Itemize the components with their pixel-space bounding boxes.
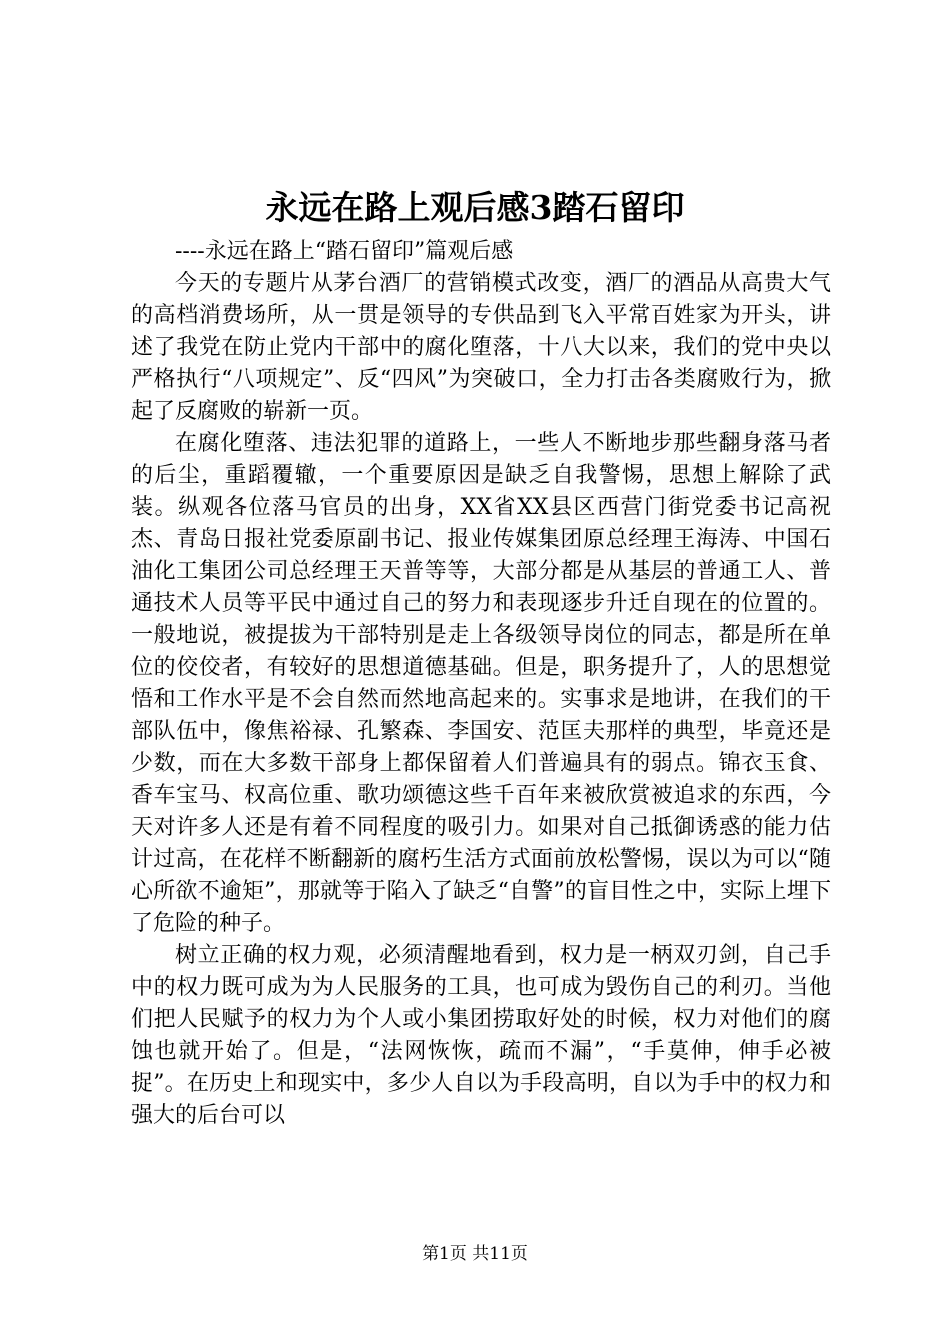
paragraph-3: 树立正确的权力观，必须清醒地看到，权力是一柄双刃剑，自己手中的权力既可成为为人民服务的工具，也可成为毁伤自己的利刃。当他们把人民赋予的权力为个人或小集团捞取好处的时候，权力对他们的腐蚀也就开始了。但是，“法网恢恢，疏而不漏”，“手莫伸，伸手必被捉”。在历史上和现实中，多少人自以为手段高明，自以为手中的权力和强大的后台可以 — [131, 943, 831, 1128]
document-title: 永远在路上观后感3踏石留印 — [265, 188, 685, 227]
document-subtitle: ----永远在路上“踏石留印”篇观后感 — [175, 239, 514, 264]
page-footer: 第1页 共11页 — [422, 1244, 528, 1264]
paragraph-1: 今天的专题片从茅台酒厂的营销模式改变，酒厂的酒品从高贵大气的高档消费场所，从一贯是领导的专供品到飞入平常百姓家为开头，讲述了我党在防止党内干部中的腐化堕落，十八大以来，我们的党中央以严格执行“八项规定”、反“四风”为突破口，全力打击各类腐败行为，掀起了反腐败的崭新一页。 — [131, 271, 831, 424]
document-body — [131, 236, 831, 1132]
paragraph-2: 在腐化堕落、违法犯罪的道路上，一些人不断地步那些翻身落马者的后尘，重蹈覆辙，一个重要原因是缺乏自我警惕，思想上解除了武装。纵观各位落马官员的出身，XX省XX县区西营门街党委书记高祝杰、青岛日报社党委原副书记、报业传媒集团原总经理王海涛、中国石油化工集团公司总经理王天普等等，大部分都是从基层的普通工人、普通技术人员等平民中通过自己的努力和表现逐步升迁自现在的位置的。一般地说，被提拔为干部特别是走上各级领导岗位的同志，都是所在单位的佼佼者，有较好的思想道德基础。但是，职务提升了，人的思想觉悟和工作水平是不会自然而然地高起来的。实事求是地讲，在我们的干部队伍中，像焦裕禄、孔繁森、李国安、范匡夫那样的典型，毕竟还是少数，而在大多数干部身上都保留着人们普遍具有的弱点。锦衣玉食、香车宝马、权高位重、歌功颂德这些千百年来被欣赏被追求的东西，今天对许多人还是有着不同程度的吸引力。如果对自己抵御诱惑的能力估计过高，在花样不断翻新的腐朽生活方式面前放松警惕，误以为可以“随心所欲不逾矩”，那就等于陷入了缺乏“自警”的盲目性之中，实际上埋下了危险的种子。 — [131, 431, 831, 936]
